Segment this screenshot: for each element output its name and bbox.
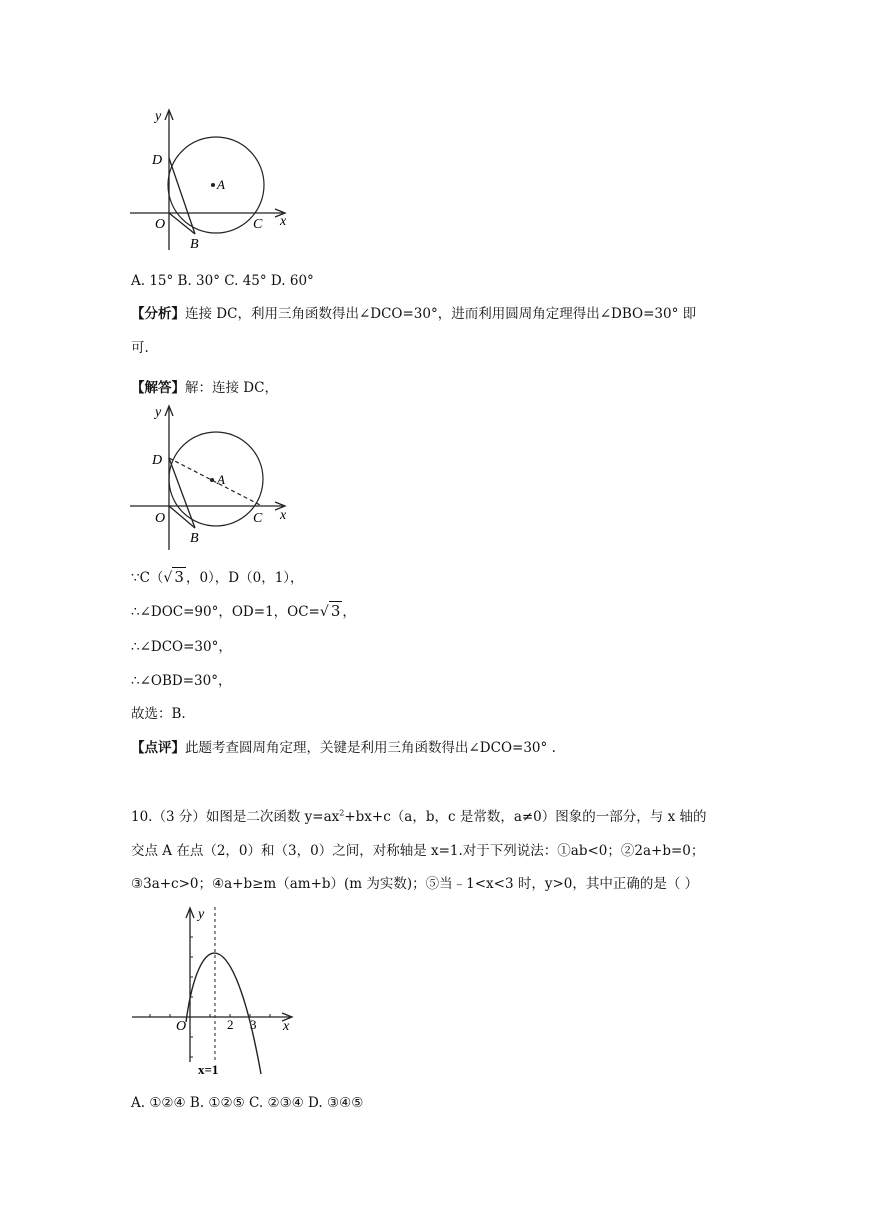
fig1-label-a: A <box>217 177 225 192</box>
comment-tag: 【点评】 <box>131 740 185 756</box>
fig3-tick-2: 2 <box>227 1017 234 1032</box>
q10-line-1-post: +bx+c（a，b，c 是常数，a≠0）图象的一部分，与 x 轴的 <box>344 809 707 825</box>
solution-line <box>131 378 278 398</box>
step-2 <box>131 601 356 622</box>
figure-parabola <box>128 902 323 1078</box>
sqrt-3-b: √ 3 <box>319 602 341 620</box>
q10-line-3: ③3a+c>0；④a+b≥m（am+b）(m 为实数)；⑤当﹣1<x<3 时，y>0，其中正确的是（ ） <box>131 876 699 892</box>
step-4: ∴∠OBD=30°， <box>131 673 232 689</box>
analysis-line-1 <box>131 304 696 324</box>
step-1-post: ，0），D（0，1）， <box>185 570 304 586</box>
comment-line <box>131 738 556 758</box>
q10-options: A. ①②④ B. ①②⑤ C. ②③④ D. ③④⑤ <box>131 1095 364 1111</box>
fig1-label-x: x <box>280 214 287 229</box>
step-3: ∴∠DCO=30°， <box>131 639 232 655</box>
q10-exponent: 2 <box>339 808 345 818</box>
fig3-label-o: O <box>176 1019 187 1034</box>
fig2-label-d: D <box>152 453 163 468</box>
fig1-label-o: O <box>155 217 166 232</box>
sqrt-3-b-value: 3 <box>330 602 341 620</box>
sqrt-3-a: √ 3 <box>163 568 184 586</box>
sqrt-3-a-value: 3 <box>174 568 184 586</box>
step-2-pre: ∴∠DOC=90°，OD=1，OC= <box>131 604 320 620</box>
analysis-line-2: 可. <box>131 340 149 356</box>
fig3-tick-3: 3 <box>250 1017 257 1032</box>
fig2-label-b: B <box>190 531 199 546</box>
step-5: 故选：B. <box>131 706 186 722</box>
q10-line-1 <box>131 807 706 827</box>
figure-circle-1 <box>125 100 300 260</box>
solution-text: 解：连接 DC， <box>185 380 278 396</box>
comment-text: 此题考查圆周角定理，关键是利用三角函数得出∠DCO=30° . <box>185 740 556 756</box>
analysis-text-1: 连接 DC，利用三角函数得出∠DCO=30°，进而利用圆周角定理得出∠DBO=30° 即 <box>185 306 697 322</box>
q10-line-1-pre: 10.（3 分）如图是二次函数 y=ax <box>131 809 340 825</box>
solution-tag: 【解答】 <box>131 380 185 396</box>
step-1-pre: ∵C（ <box>131 570 164 586</box>
fig1-label-y: y <box>155 109 162 124</box>
step-1 <box>131 567 304 588</box>
figure-circle-2 <box>125 398 300 558</box>
fig1-label-c: C <box>253 217 263 232</box>
fig2-label-x: x <box>280 508 287 523</box>
step-2-post: ， <box>342 604 356 620</box>
fig2-label-c: C <box>253 511 263 526</box>
fig3-label-x: x <box>283 1019 290 1034</box>
analysis-tag: 【分析】 <box>131 306 185 322</box>
fig1-label-d: D <box>152 153 163 168</box>
fig3-symmetry-label: x=1 <box>198 1062 219 1077</box>
fig2-label-o: O <box>155 511 166 526</box>
q9-options: A. 15° B. 30° C. 45° D. 60° <box>131 273 314 289</box>
fig3-label-y: y <box>198 907 205 922</box>
fig2-label-y: y <box>155 405 162 420</box>
fig2-label-a: A <box>217 472 225 487</box>
fig1-label-b: B <box>190 237 199 252</box>
q10-line-2: 交点 A 在点（2，0）和（3，0）之间，对称轴是 x=1.对于下列说法：①ab<0；②2a+b=0； <box>131 843 705 859</box>
